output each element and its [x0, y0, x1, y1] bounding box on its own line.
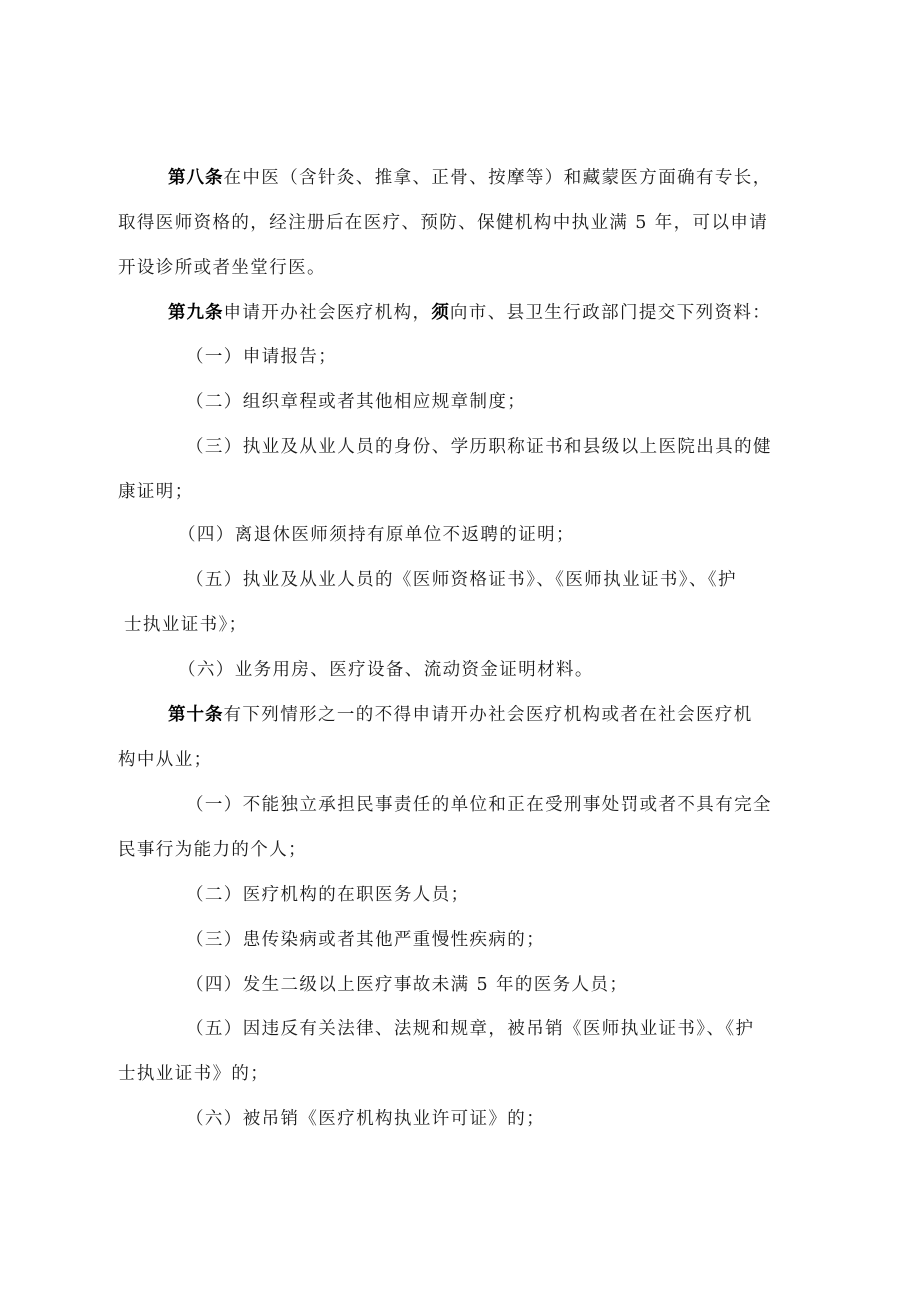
article-9-text-1a: 申请开办社会医疗机构，: [223, 303, 432, 323]
article-9-text-1b: 向市、县卫生行政部门提交下列资料：: [449, 303, 772, 323]
article-10-item-2: （二）医疗机构的在职医务人员；: [186, 885, 470, 905]
article-9-heading: 第九条: [168, 303, 224, 323]
article-9-item-1: （一）申请报告；: [186, 347, 338, 367]
article-9-item-3-cont: 康证明；: [118, 482, 194, 502]
article-9-line-1: [168, 301, 771, 325]
article-9-item-2: （二）组织章程或者其他相应规章制度；: [186, 392, 527, 412]
article-8-heading: 第八条: [168, 168, 224, 188]
article-10-item-5: （五）因违反有关法律、法规和规章，被吊销《医师执业证书》、《护: [186, 1019, 755, 1039]
article-10-item-4: （四）发生二级以上医疗事故未满 5 年的医务人员；: [186, 975, 629, 995]
article-10-item-5-cont: 士执业证书》的；: [118, 1064, 270, 1084]
article-8-line-1: [168, 166, 772, 190]
article-10-item-6: （六）被吊销《医疗机构执业许可证》的；: [186, 1109, 546, 1129]
article-10-line-2: 构中从业；: [118, 750, 213, 770]
article-10-item-1: （一）不能独立承担民事责任的单位和正在受刑事处罚或者不具有完全: [186, 795, 772, 815]
article-10-heading: 第十条: [168, 705, 224, 725]
article-8-line-2: 取得医师资格的，经注册后在医疗、预防、保健机构中执业满 5 年，可以申请: [118, 213, 769, 233]
article-10-item-1-cont: 民事行为能力的个人；: [118, 840, 307, 860]
article-10-text-1: 有下列情形之一的不得申请开办社会医疗机构或者在社会医疗机: [223, 705, 753, 725]
article-8-text-1: 在中医（含针灸、推拿、正骨、按摩等）和藏蒙医方面确有专长，: [223, 168, 772, 188]
article-9-item-5: （五）执业及从业人员的《医师资格证书》、《医师执业证书》、《护: [186, 570, 737, 590]
article-9-item-4: （四）离退休医师须持有原单位不返聘的证明；: [178, 525, 575, 545]
article-9-item-3: （三）执业及从业人员的身份、学历职称证书和县级以上医院出具的健: [186, 437, 772, 457]
article-10-line-1: [168, 703, 753, 727]
article-9-item-6: （六）业务用房、医疗设备、流动资金证明材料。: [178, 660, 594, 680]
article-9-item-5-cont: 士执业证书》；: [124, 615, 248, 635]
article-8-line-3: 开设诊所或者坐堂行医。: [118, 258, 326, 278]
article-9-text-bold: 须: [431, 303, 450, 323]
article-10-item-3: （三）患传染病或者其他严重慢性疾病的；: [186, 930, 546, 950]
